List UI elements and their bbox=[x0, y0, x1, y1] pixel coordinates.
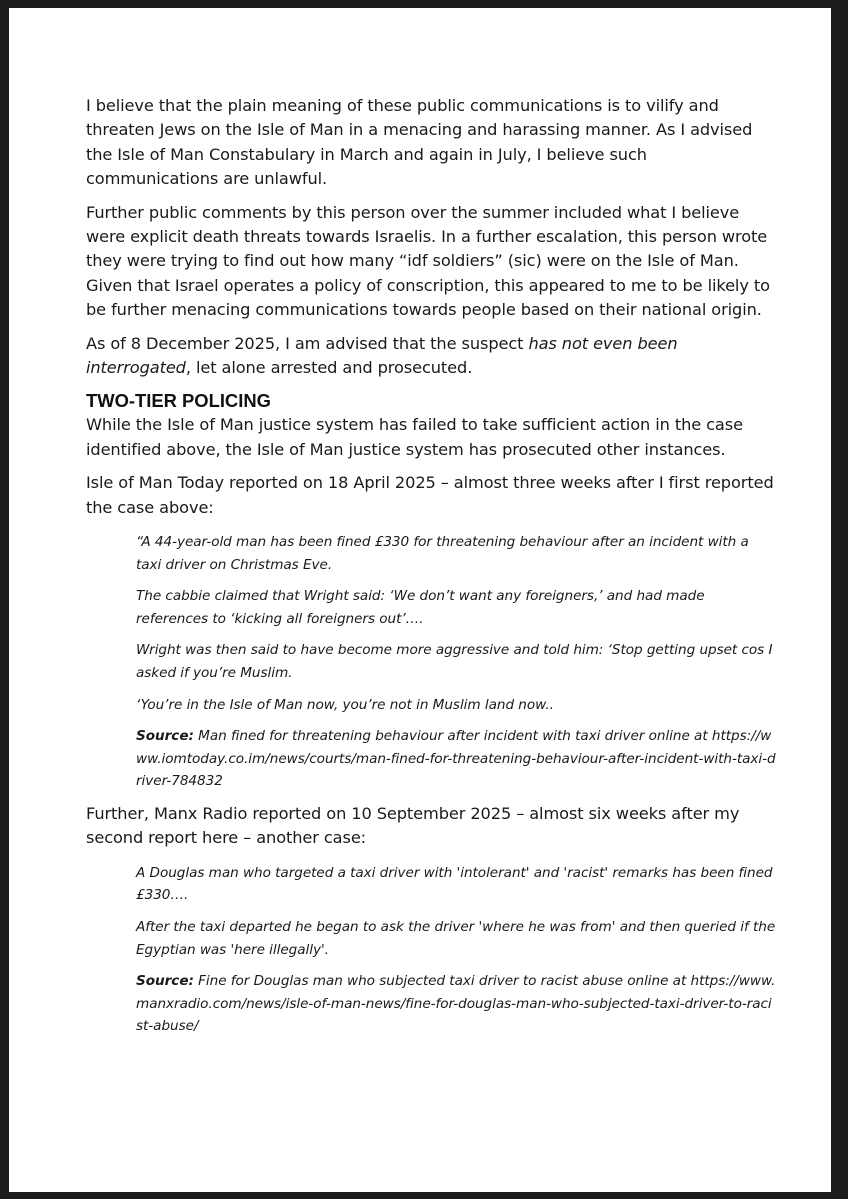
quote-line: “A 44-year-old man has been fined £330 for threatening behaviour after an incident with a taxi driver on Christmas Eve. bbox=[136, 534, 749, 573]
quote-iom-today bbox=[136, 531, 776, 793]
quote-manx-radio bbox=[136, 862, 776, 1038]
quote-source bbox=[136, 970, 776, 1038]
paragraph-iom-today: Isle of Man Today reported on 18 April 2025 – almost three weeks after I first reported the case above: bbox=[86, 473, 774, 517]
page-content bbox=[86, 94, 776, 1047]
section-heading: TWO-TIER POLICING bbox=[86, 390, 271, 412]
paragraph-not-interrogated bbox=[86, 332, 776, 381]
paragraph-death-threats: Further public comments by this person over the summer included what I believe were explicit death threats towards Israelis. In a further escalation, this person wrote they were trying to find out how many “idf soldiers” (sic) were on the Isle of Man. Given that Israel operates a policy of conscription, this appeared to me to be likely to be further menacing communications towards people based on their national origin. bbox=[86, 202, 770, 320]
source-label: Source: bbox=[136, 973, 194, 990]
source-url: https://www.iomtoday.co.im/news/courts/man-fined-for-threatening-behaviour-after-incident-with-taxi-driver-784832 bbox=[136, 728, 776, 790]
paragraph-unlawful-communications: I believe that the plain meaning of these public communications is to vilify and threaten Jews on the Isle of Man in a menacing and harassing manner. As I advised the Isle of Man Constabulary in March and again in July, I believe such communications are unlawful. bbox=[86, 96, 753, 189]
quote-line: Wright was then said to have become more aggressive and told him: ‘Stop getting upset cos I asked if you’re Muslim. bbox=[136, 642, 773, 682]
quote-line: ‘You’re in the Isle of Man now, you’re not in Muslim land now.. bbox=[136, 696, 554, 713]
quote-line: After the taxi departed he began to ask the driver 'where he was from' and then queried if the Egyptian was 'here illegally'. bbox=[136, 919, 776, 958]
emphasis-not-interrogated: has not even been interrogated bbox=[86, 333, 678, 378]
quote-line: A Douglas man who targeted a taxi driver with 'intolerant' and 'racist' remarks has been fined £330…. bbox=[136, 864, 773, 904]
source-label: Source: bbox=[136, 728, 194, 745]
document-page bbox=[9, 8, 831, 1192]
quote-line: The cabbie claimed that Wright said: ‘We don’t want any foreigners,’ and had made references to ‘kicking all foreigners out’…. bbox=[136, 588, 705, 627]
source-text: Man fined for threatening behaviour after incident with taxi driver online at bbox=[193, 728, 712, 745]
quote-source bbox=[136, 725, 776, 793]
paragraph-justice-system: While the Isle of Man justice system has failed to take sufficient action in the case identified above, the Isle of Man justice system has prosecuted other instances. bbox=[86, 415, 743, 459]
paragraph-not-interrogated-end: , let alone arrested and prosecuted. bbox=[185, 358, 473, 378]
source-url: https://www.manxradio.com/news/isle-of-man-news/fine-for-douglas-man-who-subjected-taxi-driver-to-racist-abuse/ bbox=[136, 973, 776, 1035]
paragraph-not-interrogated-start: As of 8 December 2025, I am advised that the suspect bbox=[86, 333, 529, 353]
source-text: Fine for Douglas man who subjected taxi driver to racist abuse online at bbox=[193, 973, 691, 990]
paragraph-manx-radio: Further, Manx Radio reported on 10 September 2025 – almost six weeks after my second report here – another case: bbox=[86, 804, 740, 848]
